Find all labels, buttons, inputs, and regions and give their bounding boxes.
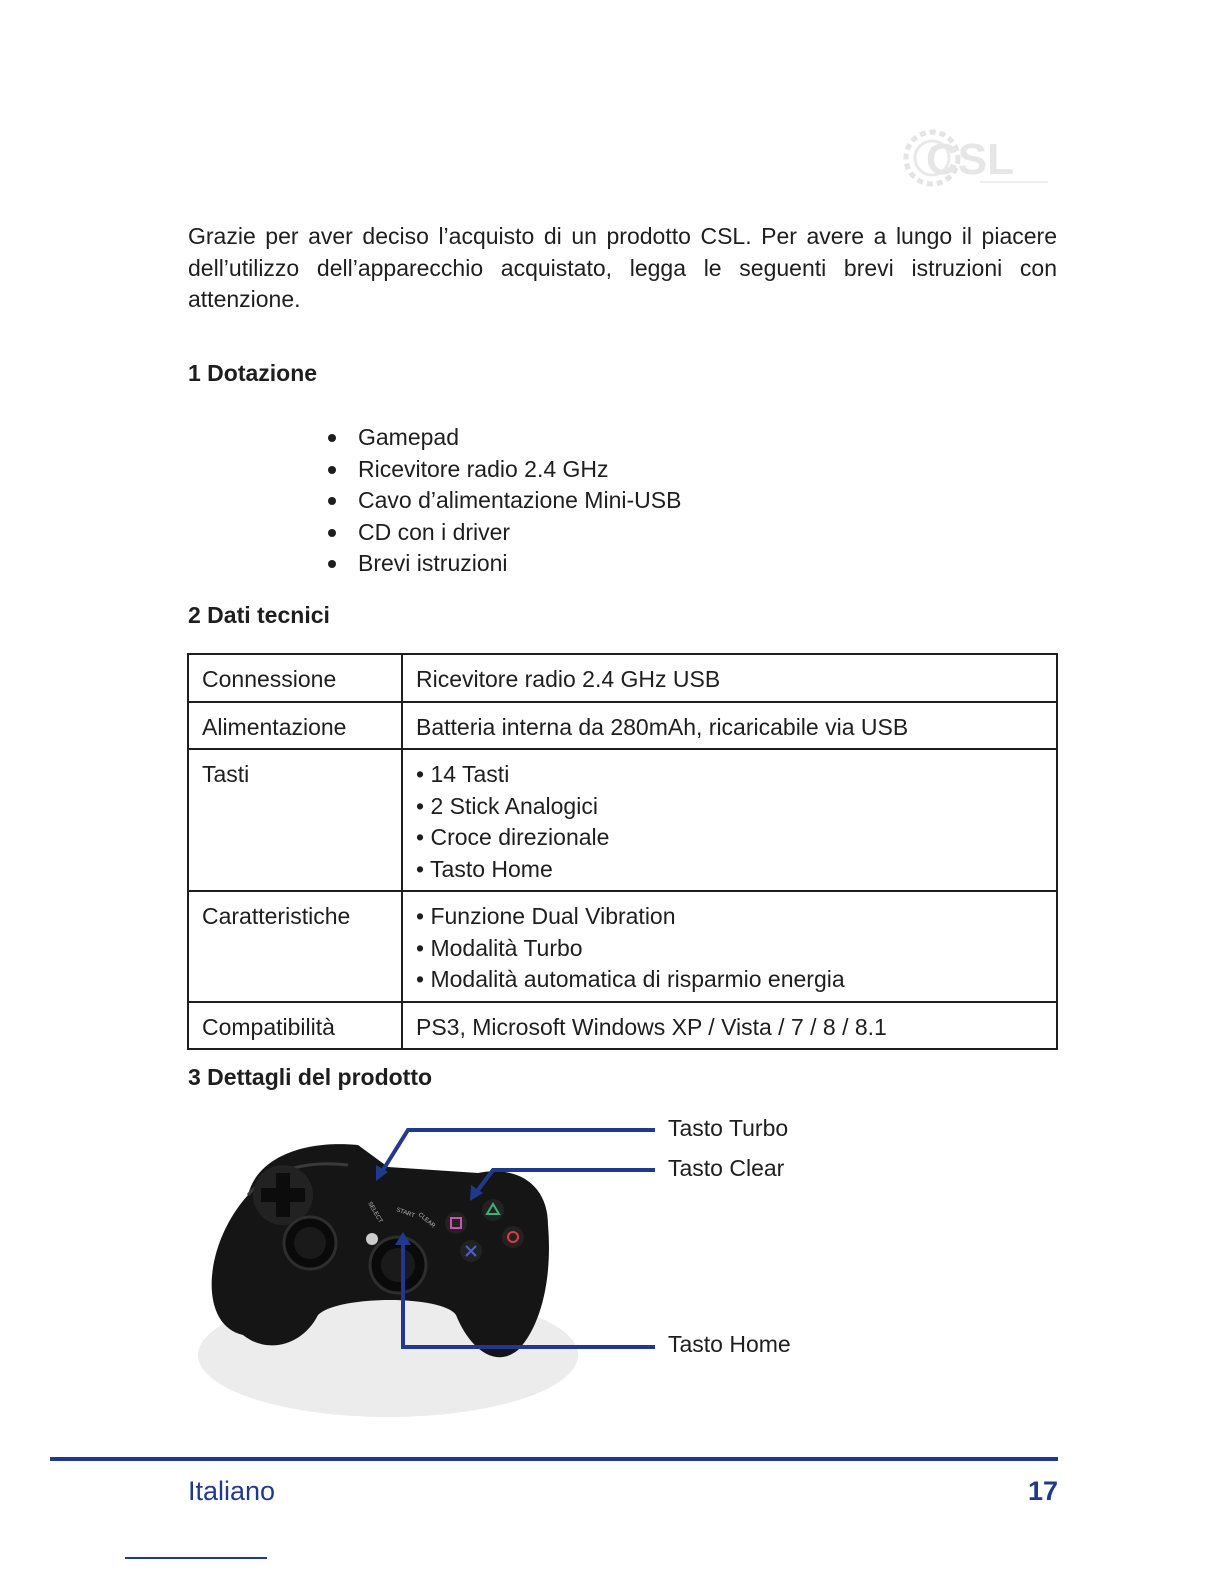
clear-label: CLEAR — [416, 1211, 436, 1230]
row-value — [402, 891, 1057, 1002]
row-label: Caratteristiche — [188, 891, 402, 1002]
list-item: CD con i driver — [358, 517, 681, 549]
list-item: • Modalità automatica di risparmio energia — [416, 964, 1043, 996]
callout-clear: Tasto Clear — [668, 1155, 785, 1181]
table-row — [188, 702, 1057, 750]
list-item: Ricevitore radio 2.4 GHz — [358, 454, 681, 486]
footer-divider — [50, 1457, 1058, 1461]
page-number: 17 — [1027, 1476, 1058, 1506]
row-value: PS3, Microsoft Windows XP / Vista / 7 / 8 / 8.1 — [402, 1002, 1057, 1050]
row-label: Tasti — [188, 749, 402, 891]
table-row — [188, 891, 1057, 1002]
section-title-details: 3 Dettagli del prodotto — [188, 1064, 433, 1090]
row-label: Alimentazione — [188, 702, 402, 750]
callout-home: Tasto Home — [668, 1331, 791, 1357]
list-item: Cavo d’alimentazione Mini-USB — [358, 485, 681, 517]
list-item: • 2 Stick Analogici — [416, 791, 1043, 823]
row-value: Ricevitore radio 2.4 GHz USB — [402, 654, 1057, 702]
list-item: Brevi istruzioni — [358, 548, 681, 580]
list-item: • Croce direzionale — [416, 822, 1043, 854]
buttons-list — [416, 759, 1043, 885]
section-title-contents: 1 Dotazione — [188, 360, 318, 386]
start-label: START — [395, 1207, 416, 1220]
table-row — [188, 1002, 1057, 1050]
table-row — [188, 654, 1057, 702]
logo-text: CSL — [926, 135, 1014, 184]
select-label: SELECT — [366, 1201, 384, 1225]
row-label: Compatibilità — [188, 1002, 402, 1050]
list-item: • Funzione Dual Vibration — [416, 901, 1043, 933]
list-item: Gamepad — [358, 422, 681, 454]
footer-language: Italiano — [188, 1476, 276, 1506]
callout-turbo: Tasto Turbo — [668, 1115, 789, 1141]
list-item: • Modalità Turbo — [416, 933, 1043, 965]
specs-table — [187, 653, 1058, 1050]
intro-paragraph: Grazie per aver deciso l’acquisto di un prodotto CSL. Per avere a lungo il piacere dell’utilizzo dell’apparecchio acquistato, legga le seguenti brevi istruzioni con attenzione. — [188, 223, 1057, 312]
table-row — [188, 749, 1057, 891]
csl-logo-icon — [900, 118, 1050, 198]
features-list — [416, 901, 1043, 996]
bottom-mark-line — [125, 1557, 267, 1559]
row-label: Connessione — [188, 654, 402, 702]
contents-list — [358, 422, 681, 580]
row-value — [402, 749, 1057, 891]
list-item: • 14 Tasti — [416, 759, 1043, 791]
section-title-specs: 2 Dati tecnici — [188, 602, 330, 628]
list-item: • Tasto Home — [416, 854, 1043, 886]
turbo-callout-line — [383, 1130, 655, 1170]
row-value: Batteria interna da 280mAh, ricaricabile via USB — [402, 702, 1057, 750]
